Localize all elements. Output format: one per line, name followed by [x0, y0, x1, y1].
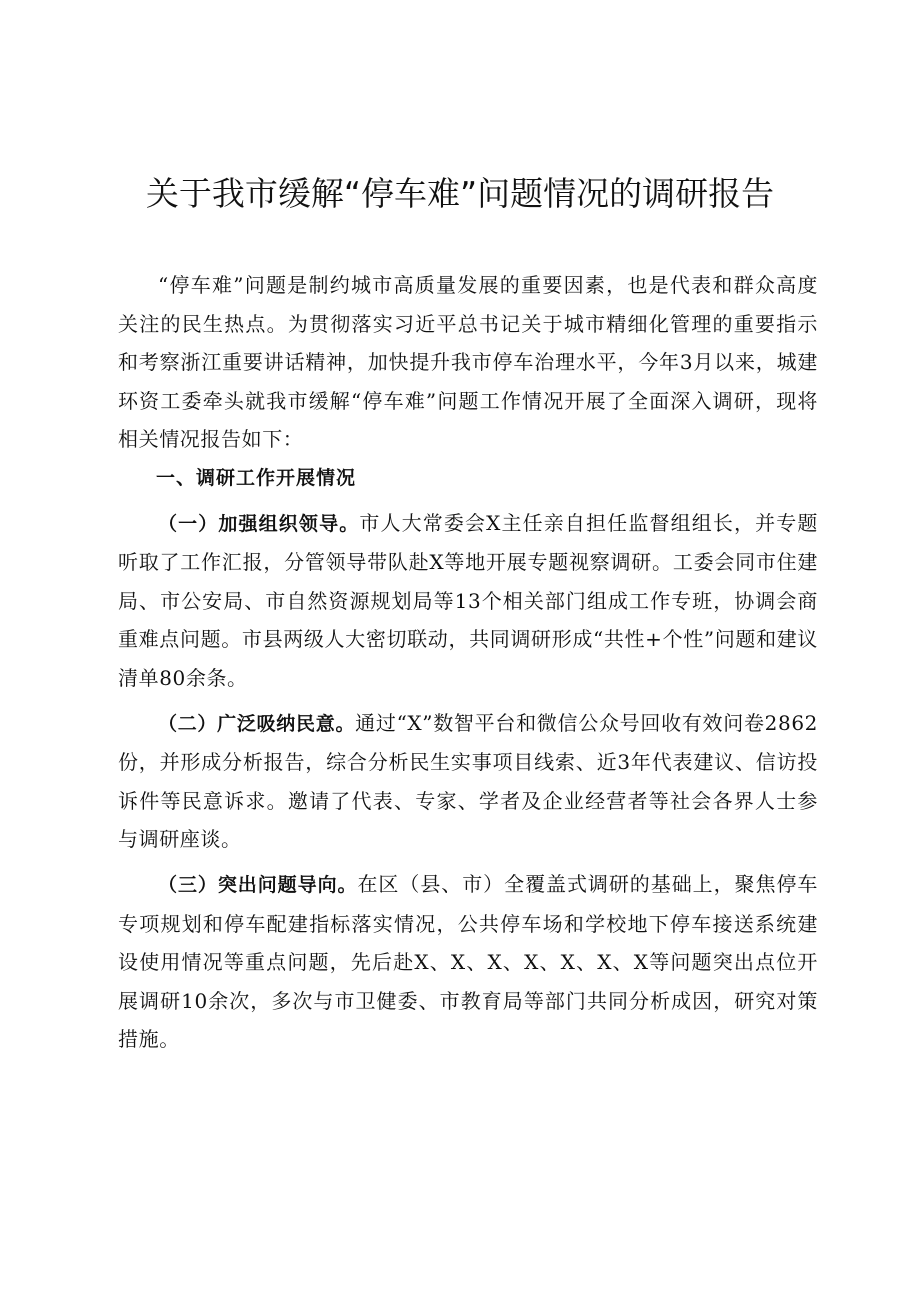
item-lead: （三）突出问题导向。 — [158, 873, 358, 896]
item-text: 在区（县、市）全覆盖式调研的基础上，聚焦停车专项规划和停车配建指标落实情况，公共停车场和学校地下停车接送系统建设使用情况等重点问题，先后赴X、X、X、X、X、X、X等问题突出点位开展调研10余次，多次与市卫健委、市教育局等部门共同分析成因，研究对策措施。 — [118, 871, 818, 1052]
item-text: 通过“X”数智平台和微信公众号回收有效问卷2862份，并形成分析报告，综合分析民生实事项目线索、近3年代表建议、信访投诉件等民意诉求。邀请了代表、专家、学者及企业经营者等社会各界人士参与调研座谈。 — [118, 710, 818, 852]
item-paragraph — [118, 704, 818, 859]
section-heading: 一、调研工作开展情况 — [156, 466, 357, 489]
item-paragraph — [118, 865, 818, 1059]
intro-paragraph: “停车难”问题是制约城市高质量发展的重要因素，也是代表和群众高度关注的民生热点。为贯彻落实习近平总书记关于城市精细化管理的重要指示和考察浙江重要讲话精神，加快提升我市停车治理水平，今年3月以来，城建环资工委牵头就我市缓解“停车难”问题工作情况开展了全面深入调研，现将相关情况报告如下： — [118, 273, 818, 452]
document-title: 关于我市缓解“停车难”问题情况的调研报告 — [145, 174, 775, 213]
item-paragraph — [118, 504, 818, 698]
item-lead: （二）广泛吸纳民意。 — [158, 712, 356, 735]
item-text: 市人大常委会X主任亲自担任监督组组长，并专题听取了工作汇报，分管领导带队赴X等地开展专题视察调研。工委会同市住建局、市公安局、市自然资源规划局等13个相关部门组成工作专班，协调会商重难点问题。市县两级人大密切联动，共同调研形成“共性+个性”问题和建议清单80余条。 — [118, 510, 818, 690]
item-lead: （一）加强组织领导。 — [158, 512, 360, 535]
document-body — [118, 266, 818, 1059]
